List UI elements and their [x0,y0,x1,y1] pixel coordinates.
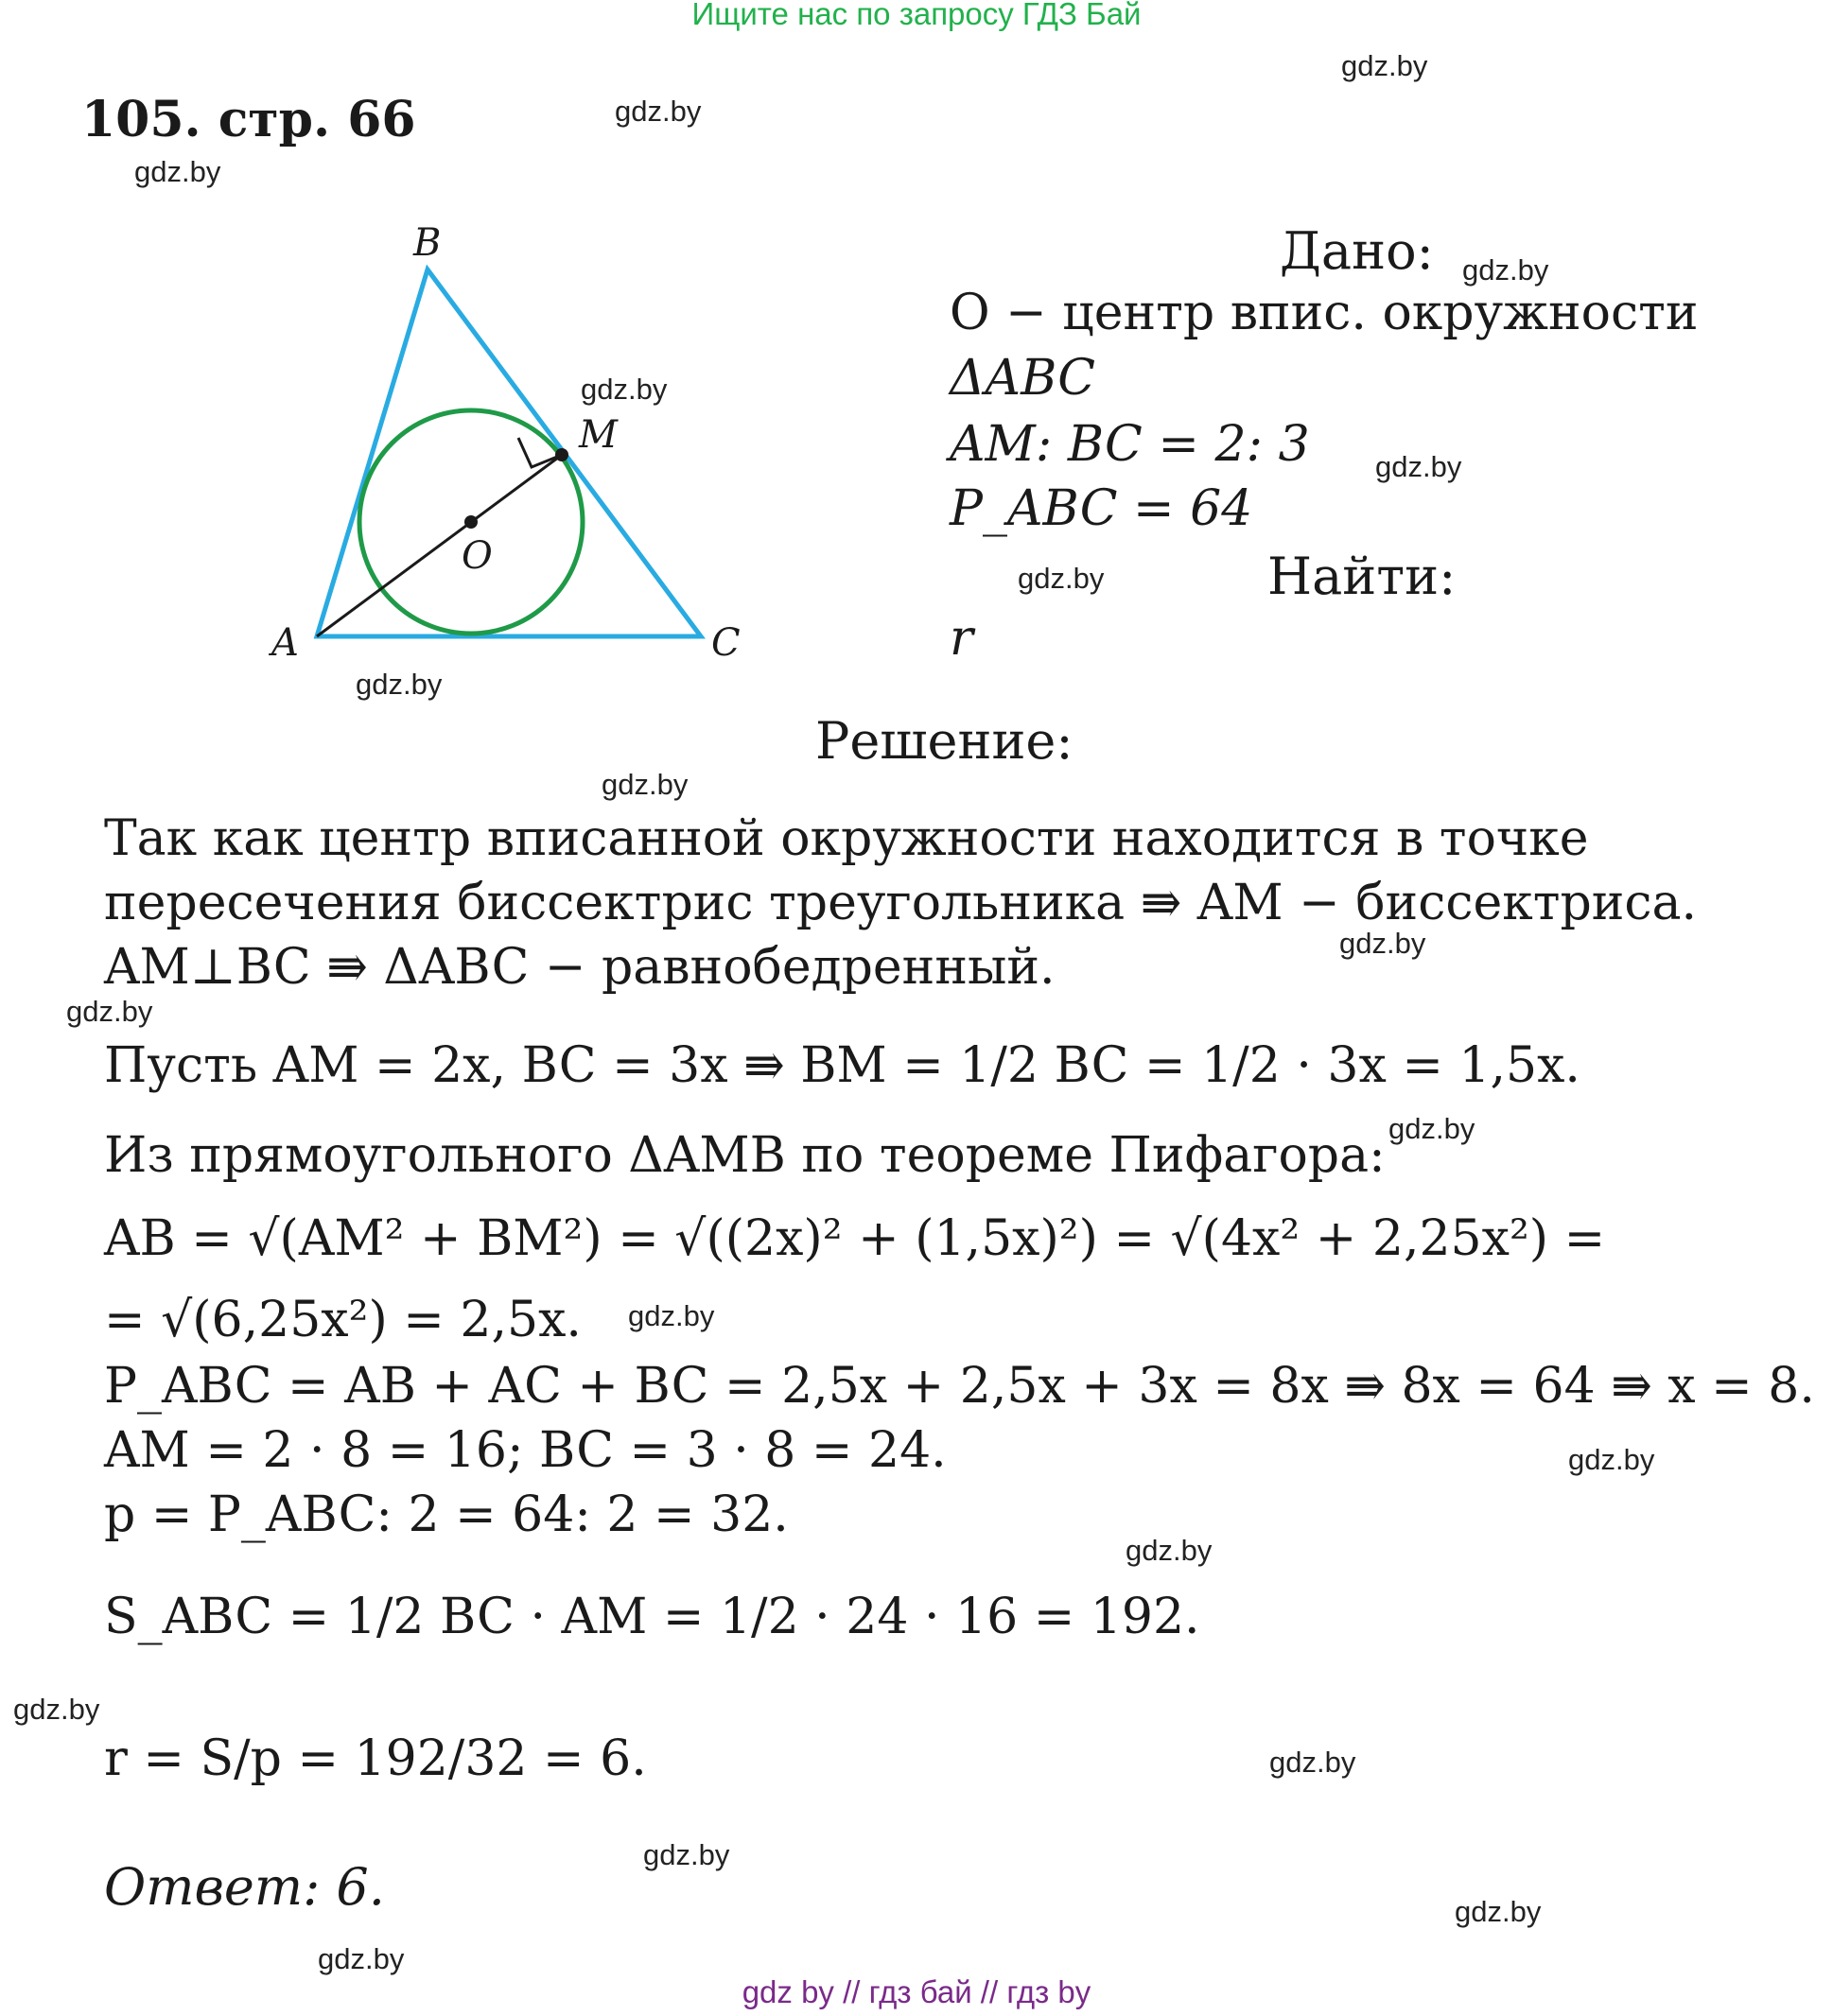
find-value: r [950,610,973,667]
label-a: A [271,621,299,665]
solution-line-5: Из прямоугольного ΔAMB по теореме Пифагора: [104,1127,1386,1184]
segment-am [317,455,562,636]
find-heading: Найти: [1267,547,1457,606]
watermark: gdz.by [1339,927,1426,960]
label-o: O [462,534,493,578]
solution-line-10: p = P_ABC: 2 = 64: 2 = 32. [104,1486,789,1543]
solution-line-7: = √(6,25x²) = 2,5x. [104,1292,582,1348]
given-line-4: P_ABC = 64 [950,480,1253,537]
watermark: gdz.by [643,1838,730,1871]
watermark: gdz.by [1126,1534,1213,1567]
solution-line-1: Так как центр вписанной окружности находится в точке [104,810,1589,867]
watermark: gdz.by [1269,1746,1356,1779]
solution-line-4: Пусть AM = 2x, BC = 3x ⇛ BM = 1/2 BC = 1/2 · 3x = 1,5x. [104,1037,1580,1094]
footer-links: gdz by // гдз бай // гдз by [742,1974,1091,2009]
watermark: gdz.by [134,155,221,188]
given-heading: Дано: [1280,221,1434,281]
solution-line-12: r = S/p = 192/32 = 6. [104,1730,647,1787]
problem-title: 105. стр. 66 [81,91,416,148]
watermark: gdz.by [615,95,702,128]
watermark: gdz.by [1462,253,1549,287]
point-o [464,515,478,529]
watermark: gdz.by [1388,1112,1475,1145]
given-line-2: ΔABC [950,350,1096,407]
watermark: gdz.by [1018,562,1105,595]
watermark: gdz.by [1455,1895,1542,1928]
watermark: gdz.by [66,995,153,1028]
watermark: gdz.by [1375,450,1462,483]
search-banner: Ищите нас по запросу ГДЗ Бай [691,0,1142,31]
label-b: B [413,221,442,265]
solution-heading: Решение: [815,711,1074,771]
given-line-3: AM: BC = 2: 3 [950,416,1310,473]
solution-line-6: AB = √(AM² + BM²) = √((2x)² + (1,5x)²) = √(4x² + 2,25x²) = [104,1210,1606,1267]
watermark: gdz.by [13,1693,100,1726]
watermark: gdz.by [356,668,443,701]
given-line-1: O − центр впис. окружности [950,285,1699,341]
watermark: gdz.by [1568,1443,1655,1476]
solution-line-11: S_ABC = 1/2 BC · AM = 1/2 · 24 · 16 = 192. [104,1589,1200,1645]
solution-line-3: AM⊥BC ⇛ ΔABC − равнобедренный. [104,939,1056,996]
label-m: M [579,413,618,457]
solution-line-2: пересечения биссектрис треугольника ⇛ AM − биссектриса. [104,875,1698,931]
triangle-figure [255,217,785,671]
label-c: C [711,621,741,665]
solution-line-8: P_ABC = AB + AC + BC = 2,5x + 2,5x + 3x = 8x ⇛ 8x = 64 ⇛ x = 8. [104,1358,1815,1415]
solution-line-9: AM = 2 · 8 = 16; BC = 3 · 8 = 24. [104,1422,947,1479]
watermark: gdz.by [581,373,668,406]
watermark: gdz.by [1341,49,1428,82]
answer: Ответ: 6. [104,1857,385,1917]
watermark: gdz.by [602,768,689,801]
watermark: gdz.by [628,1299,715,1332]
watermark: gdz.by [318,1942,405,1975]
point-m [555,448,568,461]
